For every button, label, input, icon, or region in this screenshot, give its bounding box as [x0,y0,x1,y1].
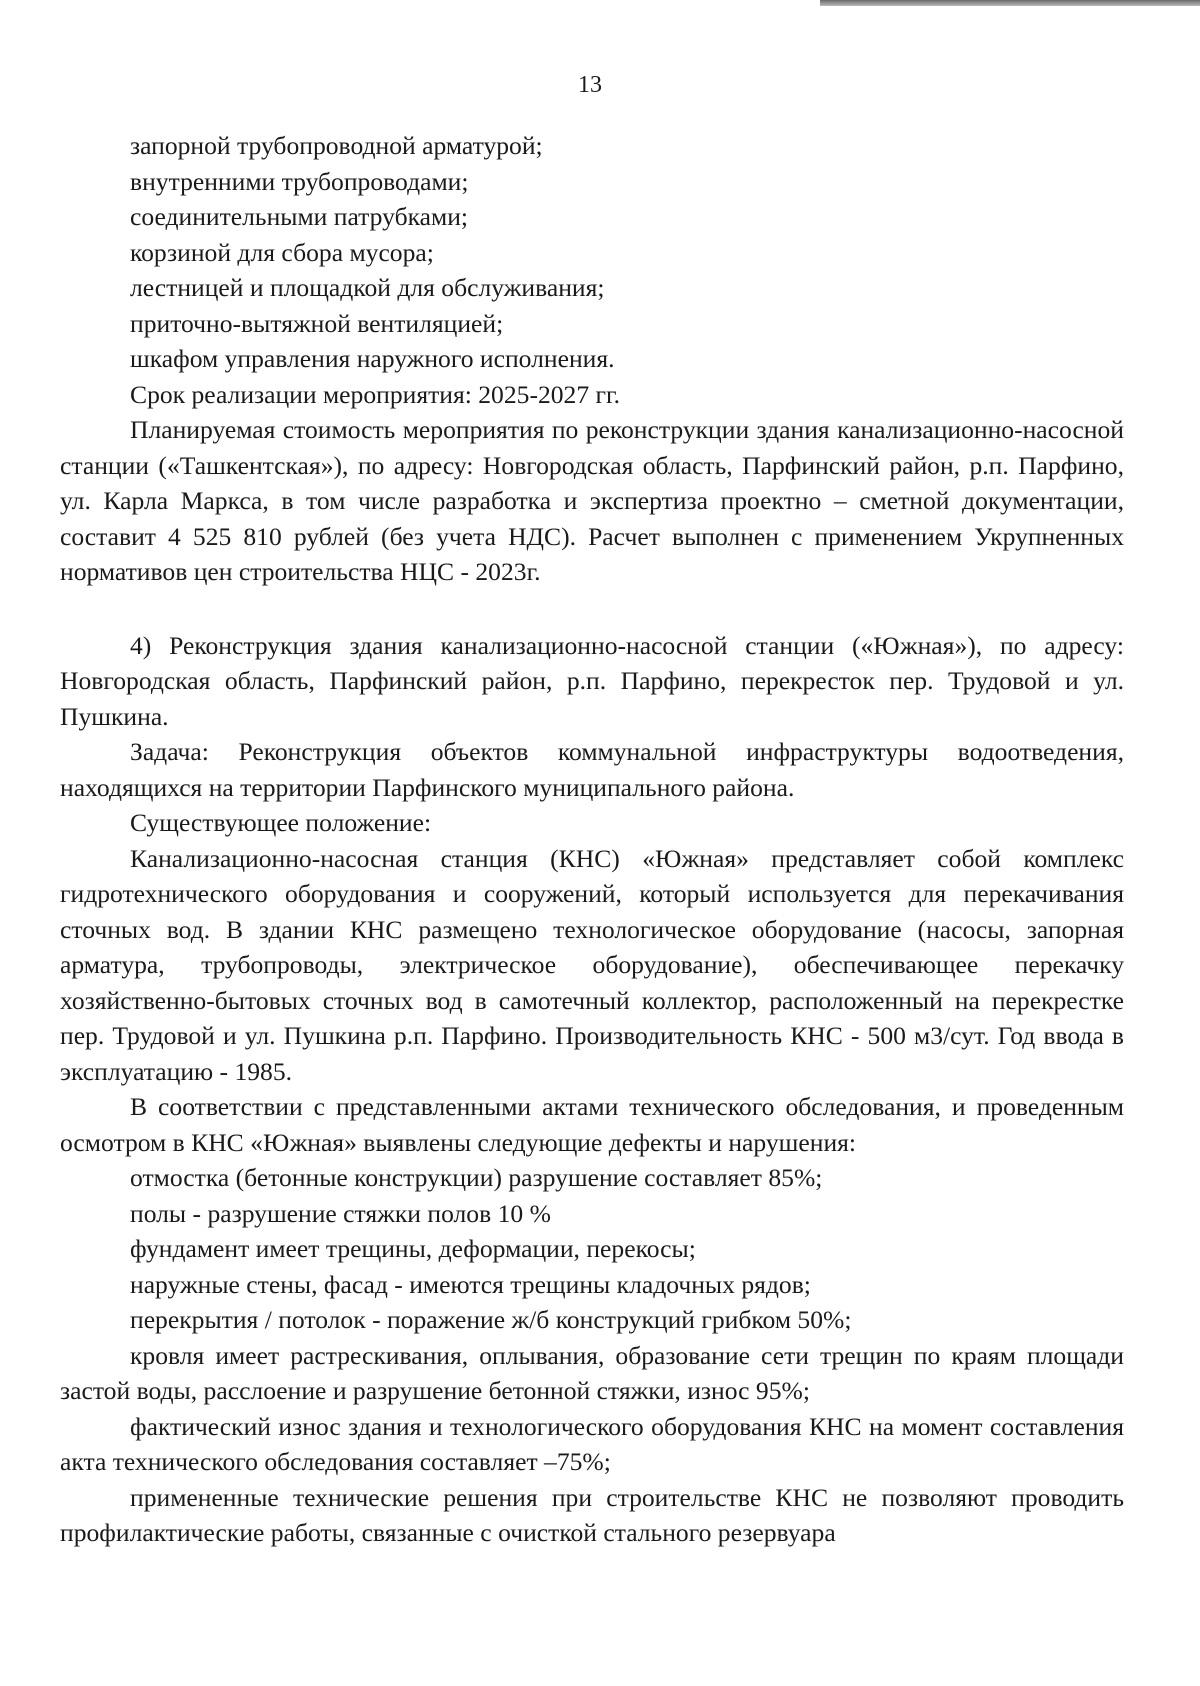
list-item: соединительными патрубками; [130,202,469,231]
defect-item: полы - разрушение стяжки полов 10 % [130,1198,551,1228]
wear-paragraph: фактический износ здания и технологического оборудования КНС на момент составления акта технического обследования составляет –75%; [60,1411,1124,1476]
deadline-line: Срок реализации мероприятия: 2025-2027 гг. [130,379,621,409]
page-number: 13 [578,72,602,98]
document-body [60,128,1124,1551]
inspection-paragraph: В соответствии с представленными актами технического обследования, и проведенным осмотром в КНС «Южная» выявлены следующие дефекты и нарушения: [60,1092,1124,1157]
list-item: запорной трубопроводной арматурой; [130,131,543,160]
defect-item: наружные стены, фасад - имеются трещины кладочных рядов; [130,1269,811,1299]
existing-paragraph: Канализационно-насосная станция (КНС) «Южная» представляет собой комплекс гидротехнического оборудования и сооружений, который используется для перекачивания сточных вод. В здании КНС размещено технологическое оборудование (насосы, запорная арматура, трубопроводы, электрическое оборудование), обеспечивающее перекачку хозяйственно-бытовых сточных вод в самотечный коллектор, расположенный на перекрестке пер. Трудовой и ул. Пушкина р.п. Парфино. Производительность КНС - 500 м3/сут. Год ввода в эксплуатацию - 1985. [60,843,1124,1086]
task-paragraph: Задача: Реконструкция объектов коммунальной инфраструктуры водоотведения, находящихся на территории Парфинского муниципального района. [60,737,1124,802]
list-item: приточно-вытяжной вентиляцией; [130,308,504,338]
list-item: лестницей и площадкой для обслуживания; [130,273,605,302]
list-item: внутренними трубопроводами; [130,166,469,196]
list-item: шкафом управления наружного исполнения. [130,344,615,373]
existing-heading: Существующее положение: [130,808,432,837]
paragraph-gap [60,590,1124,628]
cost-paragraph: Планируемая стоимость мероприятия по реконструкции здания канализационно-насосной станции («Ташкентская»), по адресу: Новгородская область, Парфинский район, р.п. Парфино, ул. Карла Маркса, в том числе разработка и экспертиза проектно – сметной документации, составит 4 525 810 рублей (без учета НДС). Расчет выполнен с применением Укрупненных нормативов цен строительства НЦС - 2023г. [60,415,1124,586]
technical-solutions-paragraph: примененные технические решения при строительстве КНС не позволяют проводить профилактические работы, связанные с очисткой стального резервуара [60,1482,1124,1547]
roof-paragraph: кровля имеет растрескивания, оплывания, образование сети трещин по краям площади застой воды, расслоение и разрушение бетонной стяжки, износ 95%; [60,1340,1124,1405]
defect-item: фундамент имеет трещины, деформации, перекосы; [130,1234,696,1263]
list-item: корзиной для сбора мусора; [130,237,434,267]
defect-item: перекрытия / потолок - поражение ж/б конструкций грибком 50%; [130,1305,852,1334]
defect-item: отмостка (бетонные конструкции) разрушение составляет 85%; [130,1163,823,1192]
section-4-title: 4) Реконструкция здания канализационно-насосной станции («Южная»), по адресу: Новгородская область, Парфинский район, р.п. Парфино, перекресток пер. Трудовой и ул. Пушкина. [60,630,1124,731]
scan-edge-line [820,0,1200,6]
